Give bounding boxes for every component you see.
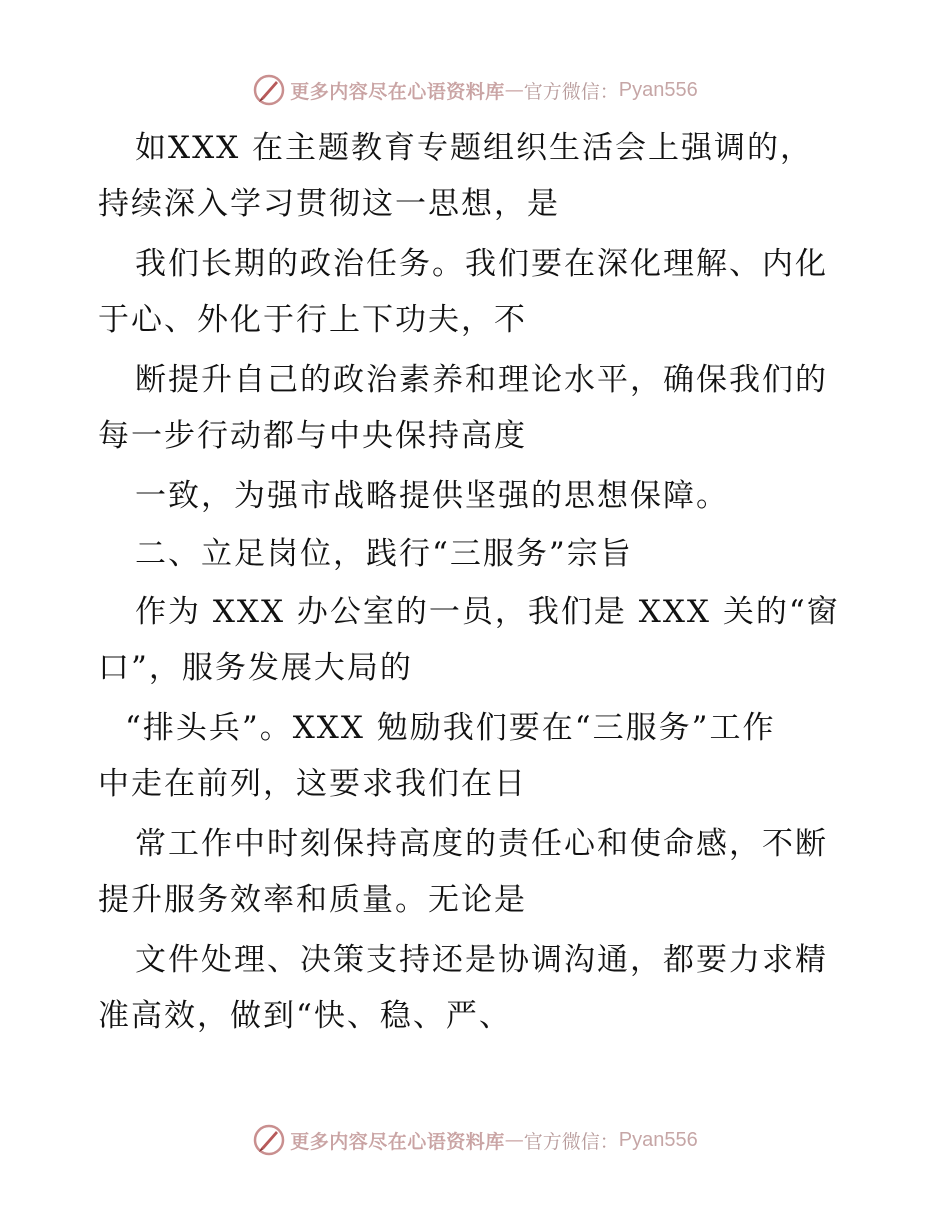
watermark-wechat-label: 官方微信： (523, 80, 619, 103)
paragraph-line: 如XXX 在主题教育专题组织生活会上强调的， (135, 130, 814, 166)
paragraph-line: 中走在前列，这要求我们在日 (98, 766, 527, 802)
watermark-wechat-id: Pyan556 (618, 78, 698, 101)
paragraph-line: “排头兵”。XXX 勉励我们要在“三服务”工作 (125, 710, 776, 746)
watermark-dash: — (504, 79, 524, 101)
section-heading: 二、立足岗位，践行“三服务”宗旨 (135, 536, 633, 572)
header-watermark (0, 70, 950, 110)
paragraph-line: 断提升自己的政治素养和理论水平，确保我们的 (135, 362, 828, 398)
paragraph-line: 常工作中时刻保持高度的责任心和使命感，不断 (135, 826, 828, 862)
paragraph-line: 提升服务效率和质量。无论是 (98, 882, 527, 918)
paragraph-line: 持续深入学习贯彻这一思想，是 (98, 186, 560, 222)
paragraph-line: 一致，为强市战略提供坚强的思想保障。 (135, 478, 729, 514)
footer-watermark (0, 1120, 950, 1160)
paragraph-line: 口”，服务发展大局的 (98, 650, 413, 686)
paragraph-line: 我们长期的政治任务。我们要在深化理解、内化 (135, 246, 828, 282)
paragraph-line: 每一步行动都与中央保持高度 (98, 418, 527, 454)
paragraph-line: 文件处理、决策支持还是协调沟通，都要力求精 (135, 942, 828, 978)
paragraph-line: 于心、外化于行上下功夫，不 (98, 302, 527, 338)
watermark-wechat-id: Pyan556 (618, 1128, 698, 1151)
watermark-text: 更多内容尽在心语资料库 (290, 1130, 505, 1153)
watermark-text: 更多内容尽在心语资料库 (290, 80, 505, 103)
paragraph-line: 准高效，做到“快、稳、严、 (98, 998, 512, 1034)
quill-logo-icon (252, 73, 286, 107)
watermark-dash: — (504, 1129, 524, 1151)
paragraph-line: 作为 XXX 办公室的一员，我们是 XXX 关的“窗 (135, 594, 840, 630)
watermark-wechat-label: 官方微信： (523, 1130, 619, 1153)
quill-logo-icon (252, 1123, 286, 1157)
